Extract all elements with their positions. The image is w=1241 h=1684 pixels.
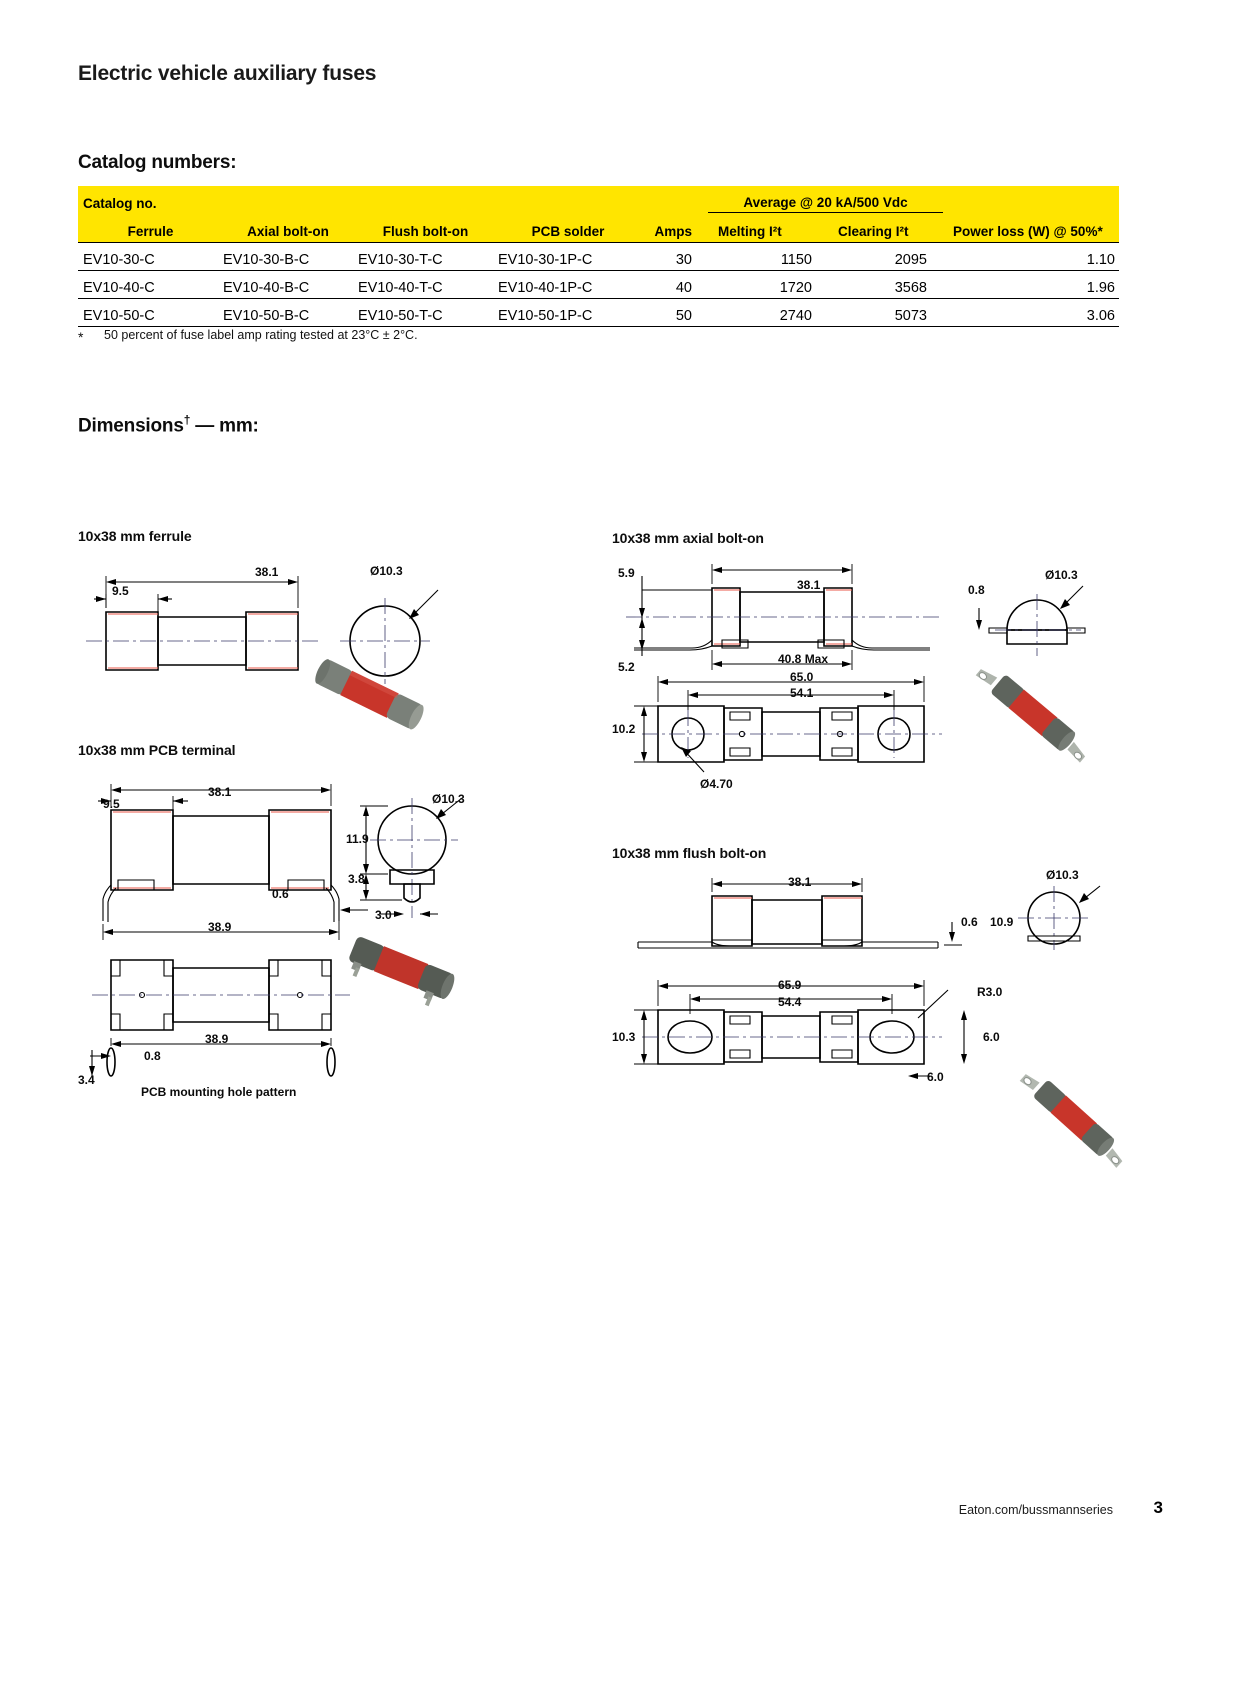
footer-page-number: 3: [1153, 1498, 1163, 1517]
axial-dim-height-top: 5.9: [618, 566, 635, 580]
col-pcb-solder: PCB solder: [493, 213, 638, 243]
pcb-dim-body-length: 38.1: [208, 785, 232, 799]
pcb-photo-svg: [335, 930, 485, 1020]
ferrule-dim-cap: 9.5: [112, 584, 129, 598]
cell-clearing: 2095: [828, 243, 943, 271]
pcb-drawing-title: 10x38 mm PCB terminal: [78, 742, 236, 758]
cell-amps: 30: [638, 243, 708, 271]
axial-end-view-drawing: [965, 572, 1105, 672]
cell-pcb: EV10-30-1P-C: [493, 243, 638, 271]
flush-photo-svg: [1005, 1068, 1155, 1178]
flush-bolt-on-drawing: [612, 878, 1012, 1088]
pcb-hole-pattern-note: PCB mounting hole pattern: [141, 1085, 297, 1099]
cell-amps: 50: [638, 299, 708, 327]
flush-end-view-drawing: [1008, 880, 1118, 960]
cell-flush: EV10-40-T-C: [353, 271, 493, 299]
ferrule-dim-length: 38.1: [255, 565, 279, 579]
flush-dim-diameter: Ø10.3: [1046, 868, 1079, 882]
pcb-dim-lead-thickness: 0.6: [272, 887, 289, 901]
dimensions-heading: [78, 413, 259, 437]
footnote-marker: *: [78, 329, 84, 345]
footnote-text: 50 percent of fuse label amp rating tested at 23°C ± 2°C.: [104, 328, 418, 342]
ferrule-drawing-title: 10x38 mm ferrule: [78, 528, 192, 544]
axial-product-photo: [960, 665, 1120, 775]
col-ferrule: Ferrule: [78, 213, 218, 243]
flush-dim-hole-centers: 54.4: [778, 995, 802, 1009]
pcb-product-photo: [335, 930, 485, 1020]
flush-drawing-title: 10x38 mm flush bolt-on: [612, 845, 767, 861]
cell-axial: EV10-30-B-C: [218, 243, 353, 271]
axial-dim-hole-dia: Ø4.70: [700, 777, 733, 791]
flush-product-photo: [1005, 1068, 1155, 1178]
axial-end-view-svg: [965, 572, 1105, 672]
pcb-dim-overall: 38.9: [208, 920, 232, 934]
pcb-dim-lead-width: 3.0: [375, 908, 392, 922]
header-spacer-2: [943, 186, 1119, 213]
axial-dim-overall: 65.0: [790, 670, 814, 684]
axial-photo-svg: [960, 665, 1120, 775]
col-melting-i2t: Melting I²t: [708, 213, 828, 243]
flush-dim-width: 10.3: [612, 1030, 636, 1044]
pcb-dim-lead-length: 3.8: [348, 872, 365, 886]
pcb-end-view-drawing: [340, 790, 510, 940]
cell-ferrule: EV10-40-C: [78, 271, 218, 299]
flush-dim-corner-radius: R3.0: [977, 985, 1003, 999]
flush-dim-overall: 65.9: [778, 978, 802, 992]
dimensions-heading-text: Dimensions: [78, 415, 184, 437]
table-row: [78, 299, 1119, 327]
axial-dim-body-length: 38.1: [797, 578, 821, 592]
cell-pcb: EV10-50-1P-C: [493, 299, 638, 327]
page-title: Electric vehicle auxiliary fuses: [78, 62, 377, 85]
cell-power-loss: 1.96: [943, 271, 1119, 299]
pcb-dim-hole-pitch: 3.4: [78, 1073, 95, 1087]
dimensions-heading-dagger: †: [183, 413, 191, 427]
col-amps: Amps: [638, 213, 708, 243]
flush-dim-body-length: 38.1: [788, 875, 812, 889]
flush-dim-height: 10.9: [990, 915, 1014, 929]
header-average: Average @ 20 kA/500 Vdc: [708, 186, 943, 213]
col-clearing-i2t: Clearing I²t: [828, 213, 943, 243]
flush-svg: [612, 878, 1012, 1088]
cell-melting: 1150: [708, 243, 828, 271]
axial-dim-height-bottom: 5.2: [618, 660, 635, 674]
cell-clearing: 3568: [828, 271, 943, 299]
header-catalog-no: Catalog no.: [78, 186, 638, 213]
axial-dim-diameter: Ø10.3: [1045, 568, 1078, 582]
cell-ferrule: EV10-30-C: [78, 243, 218, 271]
cell-ferrule: EV10-50-C: [78, 299, 218, 327]
axial-dim-inner-max: 40.8 Max: [778, 652, 829, 666]
cell-flush: EV10-50-T-C: [353, 299, 493, 327]
pcb-dim-height: 11.9: [346, 832, 369, 846]
catalog-numbers-table: [78, 186, 1119, 327]
ferrule-product-photo: [300, 652, 460, 747]
pcb-dim-cap: 9.5: [103, 797, 120, 811]
ferrule-photo-svg: [300, 652, 460, 747]
pcb-dim-hole-dia: 0.8: [144, 1049, 161, 1063]
flush-end-view-svg: [1008, 880, 1118, 960]
pcb-dim-diameter: Ø10.3: [432, 792, 465, 806]
cell-axial: EV10-50-B-C: [218, 299, 353, 327]
flush-dim-slot: 6.0: [927, 1070, 944, 1084]
axial-dim-thickness: 0.8: [968, 583, 985, 597]
table-header-group-row: [78, 186, 1119, 213]
dimensions-heading-unit: — mm:: [190, 415, 259, 437]
col-flush-bolt-on: Flush bolt-on: [353, 213, 493, 243]
cell-power-loss: 1.10: [943, 243, 1119, 271]
pcb-dim-pattern-span: 38.9: [205, 1032, 229, 1046]
cell-melting: 2740: [708, 299, 828, 327]
flush-dim-hole-dia: 6.0: [983, 1030, 1000, 1044]
table-row: [78, 243, 1119, 271]
pcb-end-view-svg: [340, 790, 510, 940]
cell-power-loss: 3.06: [943, 299, 1119, 327]
table-header-row: [78, 213, 1119, 243]
axial-dim-hole-centers: 54.1: [790, 686, 814, 700]
col-axial-bolt-on: Axial bolt-on: [218, 213, 353, 243]
cell-flush: EV10-30-T-C: [353, 243, 493, 271]
cell-axial: EV10-40-B-C: [218, 271, 353, 299]
axial-dim-width: 10.2: [612, 722, 636, 736]
cell-amps: 40: [638, 271, 708, 299]
cell-pcb: EV10-40-1P-C: [493, 271, 638, 299]
table-row: [78, 271, 1119, 299]
flush-dim-thickness: 0.6: [961, 915, 978, 929]
cell-clearing: 5073: [828, 299, 943, 327]
col-power-loss: Power loss (W) @ 50%*: [943, 213, 1119, 243]
header-spacer: [638, 186, 708, 213]
ferrule-dim-diameter: Ø10.3: [370, 564, 403, 578]
cell-melting: 1720: [708, 271, 828, 299]
footer-website-link[interactable]: Eaton.com/bussmannseries: [958, 1503, 1113, 1517]
table-footnote: [78, 328, 418, 345]
catalog-numbers-heading: Catalog numbers:: [78, 152, 237, 173]
axial-drawing-title: 10x38 mm axial bolt-on: [612, 530, 764, 546]
